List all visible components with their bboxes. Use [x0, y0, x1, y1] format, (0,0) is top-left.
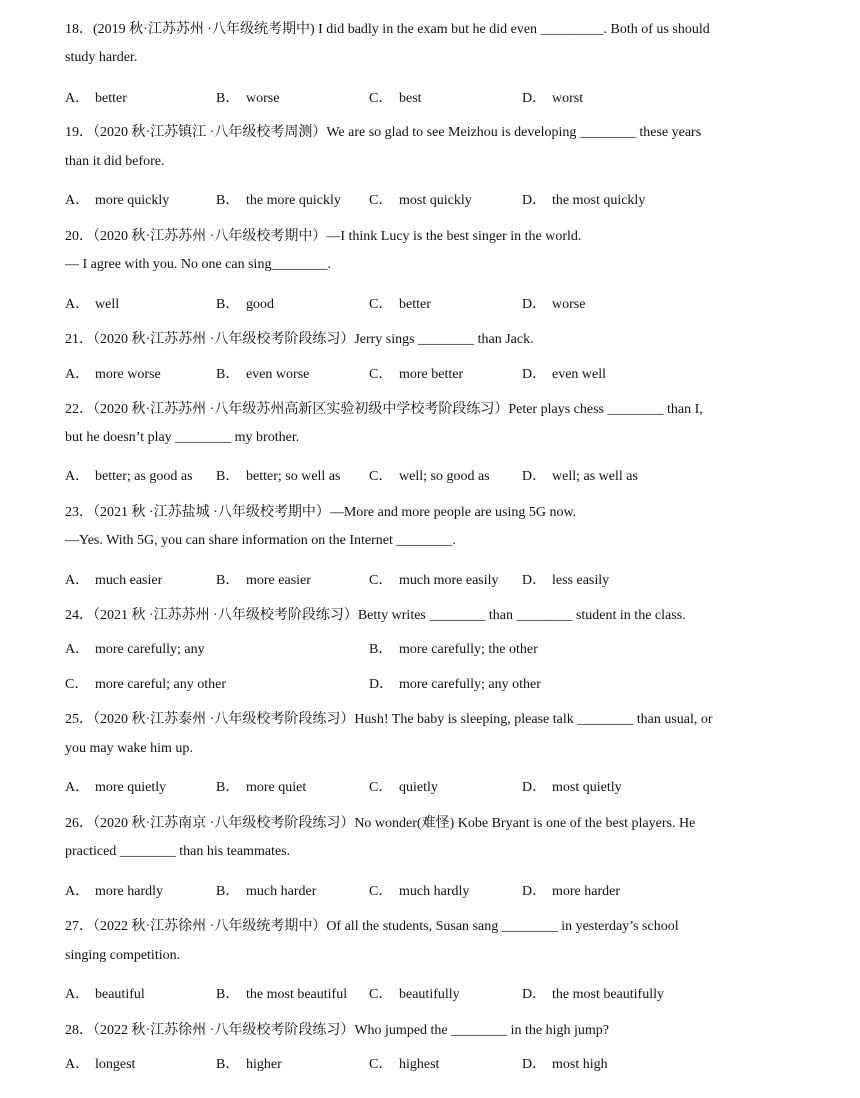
question-20-option-c: C． better [369, 297, 431, 312]
question-21-option-a: A． more worse [65, 367, 161, 382]
question-19-option-d: D． the most quickly [522, 193, 646, 208]
question-22-stem-line-1: 22．（2020 秋·江苏苏州 ·八年级苏州高新区实验初级中学校考阶段练习）Peter plays chess ________ than I, [65, 402, 703, 417]
question-28-option-c: C． highest [369, 1057, 440, 1072]
question-21-option-b: B． even worse [216, 367, 310, 382]
question-26-option-c: C． much hardly [369, 884, 470, 899]
question-28-options [65, 1055, 790, 1075]
question-23-option-a: A． much easier [65, 573, 163, 588]
question-18-option-b: B． worse [216, 91, 280, 106]
question-23-options [65, 571, 790, 591]
question-24-option-c: C． more careful; any other [65, 677, 226, 692]
question-25-option-b: B． more quiet [216, 780, 307, 795]
question-23-option-d: D． less easily [522, 573, 610, 588]
question-23-stem-line-2: —Yes. With 5G, you can share information on the Internet ________. [65, 533, 456, 548]
question-27-option-d: D． the most beautifully [522, 987, 664, 1002]
question-28-option-d: D． most high [522, 1057, 608, 1072]
question-22-option-a: A． better; as good as [65, 469, 193, 484]
question-28-stem-line-1: 28．（2022 秋·江苏徐州 ·八年级校考阶段练习）Who jumped the ________ in the high jump? [65, 1023, 610, 1038]
question-26-option-d: D． more harder [522, 884, 621, 899]
question-25-stem-line-1: 25．（2020 秋·江苏泰州 ·八年级校考阶段练习）Hush! The baby is sleeping, please talk ________ than usual, or [65, 712, 713, 727]
question-26-options [65, 882, 790, 902]
question-22-option-c: C． well; so good as [369, 469, 490, 484]
question-23-stem-line-1: 23．（2021 秋 ·江苏盐城 ·八年级校考期中）—More and more people are using 5G now. [65, 505, 577, 520]
question-18-options [65, 89, 790, 109]
question-20-option-a: A． well [65, 297, 120, 312]
question-23-option-c: C． much more easily [369, 573, 499, 588]
question-22-option-b: B． better; so well as [216, 469, 341, 484]
question-26-option-b: B． much harder [216, 884, 317, 899]
question-21-stem-line-1: 21．（2020 秋·江苏苏州 ·八年级校考阶段练习）Jerry sings ________ than Jack. [65, 332, 534, 347]
question-26-stem-line-2: practiced ________ than his teammates. [65, 844, 291, 859]
question-21-option-c: C． more better [369, 367, 464, 382]
question-22-stem-line-2: but he doesn’t play ________ my brother. [65, 430, 300, 445]
question-19-option-c: C． most quickly [369, 193, 472, 208]
question-27-options [65, 985, 790, 1005]
question-24-stem-line-1: 24．（2021 秋 ·江苏苏州 ·八年级校考阶段练习）Betty writes ________ than ________ student in the class. [65, 608, 686, 623]
question-28-option-a: A． longest [65, 1057, 136, 1072]
question-20-option-b: B． good [216, 297, 274, 312]
question-18-stem-line-2: study harder. [65, 50, 138, 65]
question-22-option-d: D． well; as well as [522, 469, 638, 484]
question-19-stem-line-1: 19．（2020 秋·江苏镇江 ·八年级校考周测）We are so glad to see Meizhou is developing ________ these years [65, 125, 702, 140]
question-27-stem-line-1: 27．（2022 秋·江苏徐州 ·八年级统考期中）Of all the students, Susan sang ________ in yesterday’s school [65, 919, 679, 934]
question-19-option-a: A． more quickly [65, 193, 170, 208]
question-25-option-c: C． quietly [369, 780, 438, 795]
question-27-option-a: A． beautiful [65, 987, 145, 1002]
question-24-option-a: A． more carefully; any [65, 642, 205, 657]
question-24-options-row-1 [65, 640, 790, 660]
question-26-stem-line-1: 26．（2020 秋·江苏南京 ·八年级校考阶段练习）No wonder(难怪) Kobe Bryant is one of the best players. He [65, 816, 696, 831]
question-18-stem-line-1: 18．(2019 秋·江苏苏州 ·八年级统考期中) I did badly in the exam but he did even _________. Both of us should [65, 22, 710, 37]
question-20-option-d: D． worse [522, 297, 586, 312]
question-22-options [65, 467, 790, 487]
question-28-option-b: B． higher [216, 1057, 282, 1072]
question-20-stem-line-2: — I agree with you. No one can sing________. [65, 257, 331, 272]
question-19-option-b: B． the more quickly [216, 193, 341, 208]
question-20-stem-line-1: 20．（2020 秋·江苏苏州 ·八年级校考期中）—I think Lucy is the best singer in the world. [65, 229, 582, 244]
question-21-option-d: D． even well [522, 367, 607, 382]
question-23-option-b: B． more easier [216, 573, 311, 588]
question-27-option-b: B． the most beautiful [216, 987, 348, 1002]
question-24-options-row-2 [65, 675, 790, 695]
question-18-option-c: C． best [369, 91, 422, 106]
question-21-options [65, 365, 790, 385]
question-26-option-a: A． more hardly [65, 884, 164, 899]
question-25-option-d: D． most quietly [522, 780, 622, 795]
question-25-stem-line-2: you may wake him up. [65, 741, 193, 756]
question-25-options [65, 778, 790, 798]
question-24-option-d: D． more carefully; any other [369, 677, 541, 692]
question-19-options [65, 191, 790, 211]
question-18-option-d: D． worst [522, 91, 584, 106]
question-19-stem-line-2: than it did before. [65, 154, 165, 169]
question-27-option-c: C． beautifully [369, 987, 460, 1002]
question-27-stem-line-2: singing competition. [65, 948, 181, 963]
question-18-option-a: A． better [65, 91, 127, 106]
question-20-options [65, 295, 790, 315]
question-24-option-b: B． more carefully; the other [369, 642, 538, 657]
question-25-option-a: A． more quietly [65, 780, 167, 795]
